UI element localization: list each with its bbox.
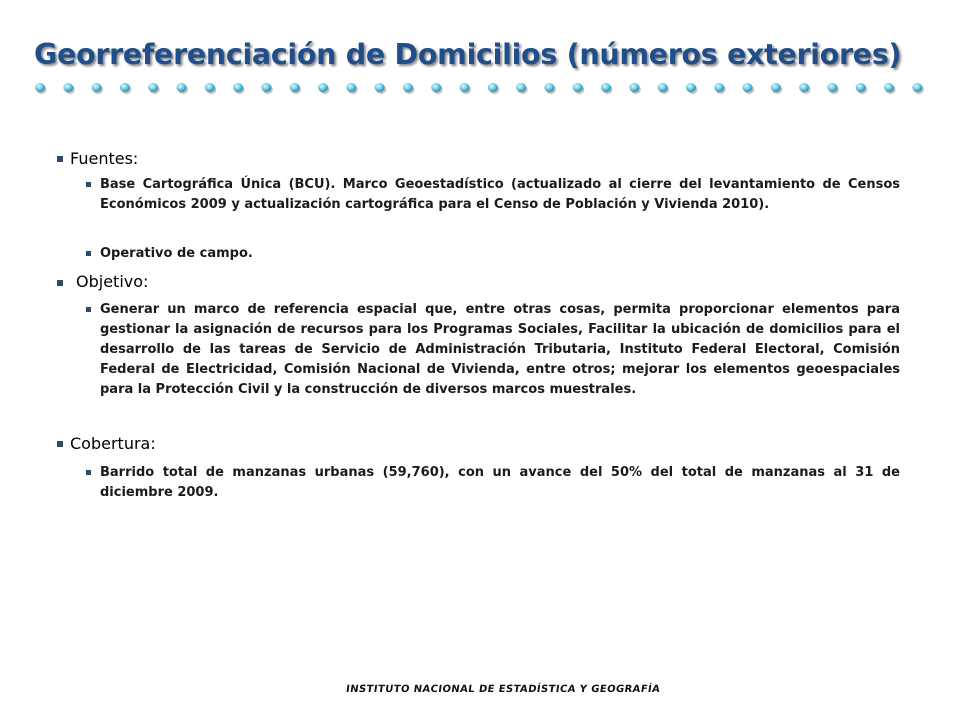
- section-bullet: [57, 280, 63, 286]
- dotted-divider: [26, 78, 936, 98]
- divider-dot: [799, 83, 809, 92]
- divider-dot: [148, 83, 158, 92]
- divider-dot: [658, 83, 668, 92]
- divider-dot: [601, 83, 611, 92]
- divider-dot: [177, 83, 187, 92]
- divider-dot: [63, 83, 73, 92]
- item-text: Barrido total de manzanas urbanas (59,760), con un avance del 50% del total de manzanas al 31 de diciembre 2009.: [100, 465, 900, 500]
- item-text: Base Cartográfica Única (BCU). Marco Geoestadístico (actualizado al cierre del levantamiento de Censos Económicos 2009 y actualización cartográfica para el Censo de Población y Vivienda 2010).: [100, 177, 900, 212]
- divider-dot: [771, 83, 781, 92]
- divider-dot: [205, 83, 215, 92]
- divider-dot: [431, 83, 441, 92]
- section-bullet: [57, 156, 63, 162]
- divider-dot: [714, 83, 724, 92]
- item-bullet: [86, 251, 91, 256]
- divider-dot: [318, 83, 328, 92]
- divider-dot: [743, 83, 753, 92]
- divider-dot: [120, 83, 130, 92]
- divider-dot: [460, 83, 470, 92]
- divider-dot: [856, 83, 866, 92]
- section-heading-objetivo: Objetivo:: [76, 272, 149, 291]
- divider-dot: [884, 83, 894, 92]
- divider-dot: [346, 83, 356, 92]
- divider-dot: [686, 83, 696, 92]
- divider-dot: [629, 83, 639, 92]
- divider-dot: [403, 83, 413, 92]
- divider-dot: [233, 83, 243, 92]
- item-bullet: [86, 307, 91, 312]
- section-heading-cobertura: Cobertura:: [70, 434, 156, 453]
- item-text: Generar un marco de referencia espacial que, entre otras cosas, permita proporcionar elementos para gestionar la asignación de recursos para los Programas Sociales, Facilitar la ubicación de domicilios para el desarrollo de las tareas de Servicio de Administración Tributaria, Instituto Federal Electoral, Comisión Federal de Electricidad, Comisión Nacional de Vivienda, entre otros; mejorar los elementos geoespaciales para la Protección Civil y la construcción de diversos marcos muestrales.: [100, 302, 900, 397]
- divider-dot: [573, 83, 583, 92]
- section-heading-fuentes: Fuentes:: [70, 149, 139, 168]
- divider-dot: [290, 83, 300, 92]
- divider-dot: [35, 83, 45, 92]
- footer-institution: INSTITUTO NACIONAL DE ESTADÍSTICA Y GEOGRAFÍA: [345, 684, 661, 695]
- divider-dot: [92, 83, 102, 92]
- divider-dot: [488, 83, 498, 92]
- divider-dot: [827, 83, 837, 92]
- slide-title: Georreferenciación de Domicilios (números exteriores): [34, 38, 902, 71]
- divider-dot: [912, 83, 922, 92]
- divider-dot: [544, 83, 554, 92]
- item-bullet: [86, 470, 91, 475]
- divider-dot: [261, 83, 271, 92]
- item-text: Operativo de campo.: [100, 246, 253, 261]
- divider-dot: [375, 83, 385, 92]
- divider-dot: [516, 83, 526, 92]
- item-bullet: [86, 182, 91, 187]
- section-bullet: [57, 441, 63, 447]
